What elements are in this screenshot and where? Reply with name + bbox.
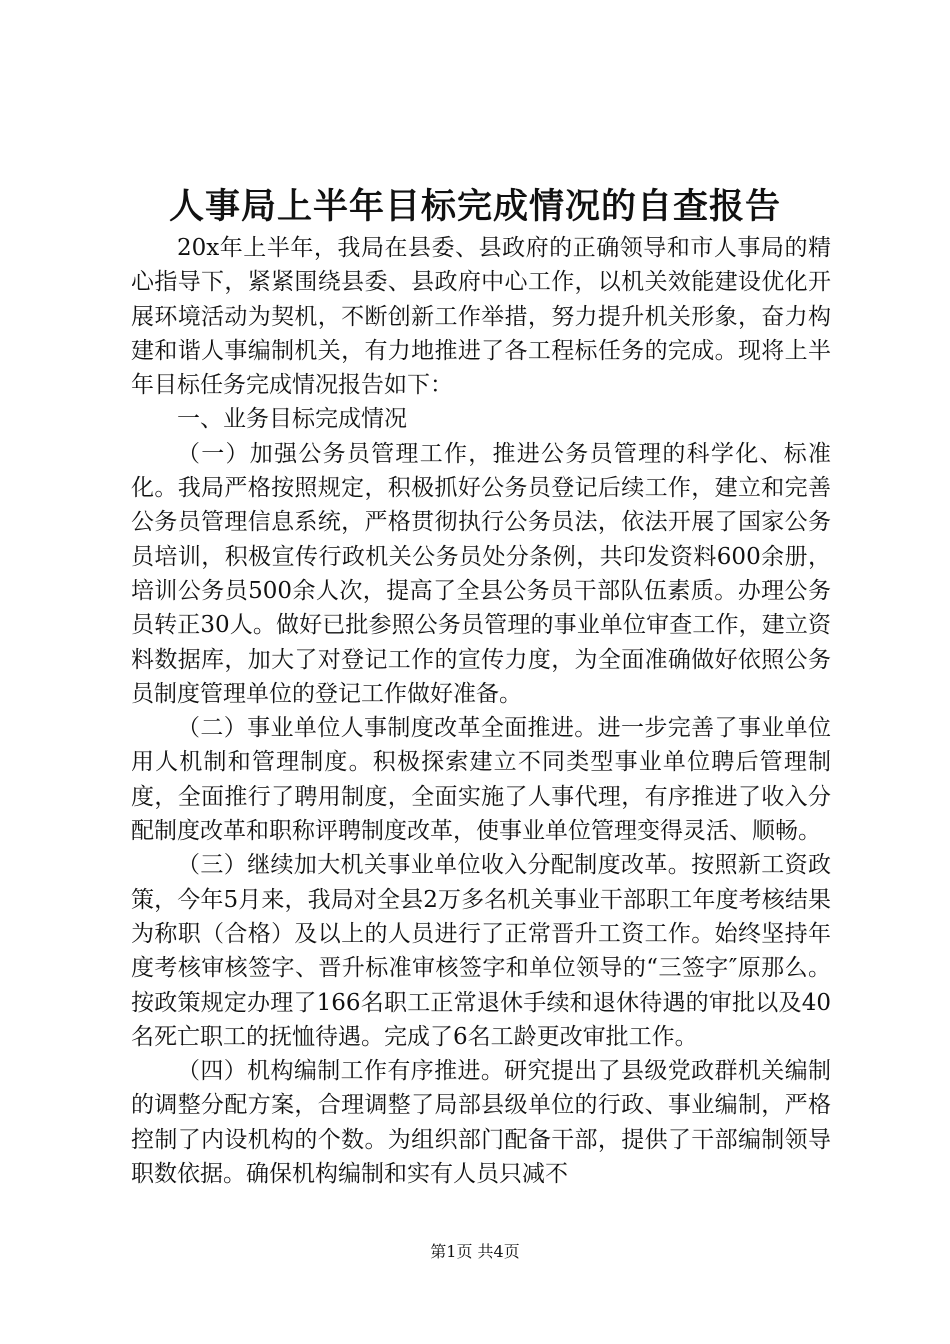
paragraph-staffing: （四）机构编制工作有序推进。研究提出了县级党政群机关编制的调整分配方案，合理调整了局部县级单位的行政、事业编制，严格控制了内设机构的个数。为组织部门配备干部，提供了干部编制领导职数依据。确保机构编制和实有人员只减不	[131, 1058, 831, 1188]
section-heading: 一、业务目标完成情况	[177, 406, 407, 433]
document-body	[131, 231, 831, 1191]
paragraph-civil-servant: （一）加强公务员管理工作，推进公务员管理的科学化、标准化。我局严格按照规定，积极抓好公务员登记后续工作，建立和完善公务员管理信息系统，严格贯彻执行公务员法，依法开展了国家公务员培训，积极宣传行政机关公务员处分条例，共印发资料600余册，培训公务员500余人次，提高了全县公务员干部队伍素质。办理公务员转正30人。做好已批参照公务员管理的事业单位审查工作，建立资料数据库，加大了对登记工作的宣传力度，为全面准确做好依照公务员制度管理单位的登记工作做好准备。	[131, 440, 831, 707]
document-title: 人事局上半年目标完成情况的自查报告	[168, 186, 781, 227]
paragraph-institution-reform: （二）事业单位人事制度改革全面推进。进一步完善了事业单位用人机制和管理制度。积极探索建立不同类型事业单位聘后管理制度，全面推行了聘用制度，全面实施了人事代理，有序推进了收入分配制度改革和职称评聘制度改革，使事业单位管理变得灵活、顺畅。	[131, 715, 831, 845]
paragraph-intro: 20x年上半年，我局在县委、县政府的正确领导和市人事局的精心指导下，紧紧围绕县委、县政府中心工作，以机关效能建设优化开展环境活动为契机，不断创新工作举措，努力提升机关形象，奋力构建和谐人事编制机关，有力地推进了各工程标任务的完成。现将上半年目标任务完成情况报告如下：	[131, 235, 831, 399]
paragraph-income-reform: （三）继续加大机关事业单位收入分配制度改革。按照新工资政策，今年5月来，我局对全县2万多名机关事业干部职工年度考核结果为称职（合格）及以上的人员进行了正常晋升工资工作。始终坚持年度考核审核签字、晋升标准审核签字和单位领导的“三签字″原那么。按政策规定办理了166名职工正常退休手续和退休待遇的审批以及40名死亡职工的抚恤待遇。完成了6名工龄更改审批工作。	[131, 852, 831, 1050]
page-footer: 第1页 共4页	[430, 1242, 520, 1261]
